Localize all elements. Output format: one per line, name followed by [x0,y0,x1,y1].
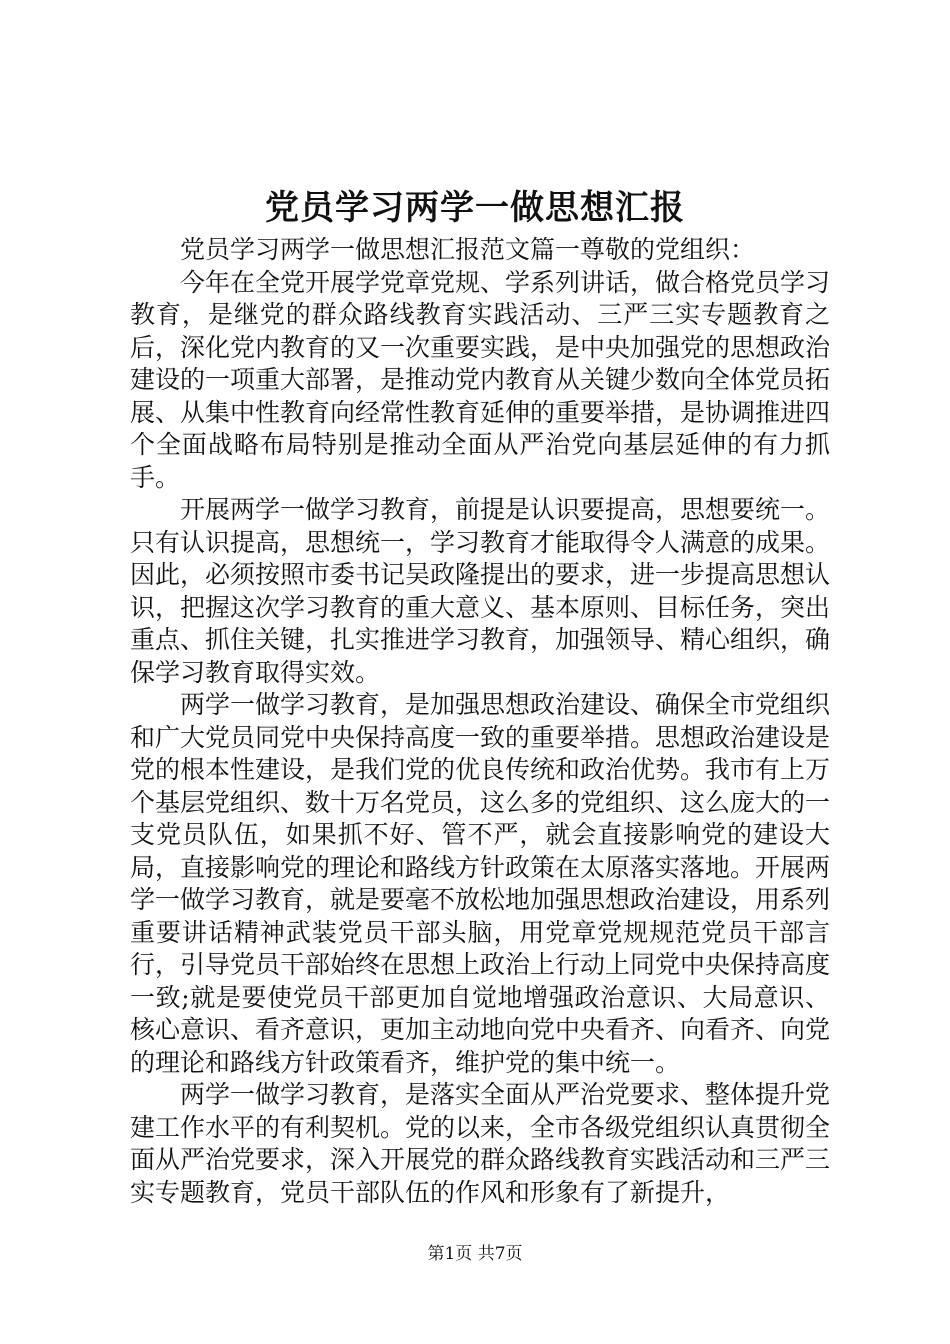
paragraph: 两学一做学习教育，是加强思想政治建设、确保全市党组织和广大党员同党中央保持高度一致的重要举措。思想政治建设是党的根本性建设，是我们党的优良传统和政治优势。我市有上万个基层党组织、数十万名党员，这么多的党组织、这么庞大的一支党员队伍，如果抓不好、管不严，就会直接影响党的建设大局，直接影响党的理论和路线方针政策在太原落实落地。开展两学一做学习教育，就是要毫不放松地加强思想政治建设，用系列重要讲话精神武装党员干部头脑，用党章党规规范党员干部言行，引导党员干部始终在思想上政治上行动上同党中央保持高度一致;就是要使党员干部更加自觉地增强政治意识、大局意识、核心意识、看齐意识，更加主动地向党中央看齐、向看齐、向党的理论和路线方针政策看齐，维护党的集中统一。 [130,690,831,1077]
paragraph: 今年在全党开展学党章党规、学系列讲话，做合格党员学习教育，是继党的群众路线教育实践活动、三严三实专题教育之后，深化党内教育的又一次重要实践，是中央加强党的思想政治建设的一项重大部署，是推动党内教育从关键少数向全体党员拓展、从集中性教育向经常性教育延伸的重要举措，是协调推进四个全面战略布局特别是推动全面从严治党向基层延伸的有力抓手。 [130,267,831,492]
paragraph: 开展两学一做学习教育，前提是认识要提高，思想要统一。只有认识提高，思想统一，学习教育才能取得令人满意的成果。因此，必须按照市委书记吴政隆提出的要求，进一步提高思想认识，把握这次学习教育的重大意义、基本原则、目标任务，突出重点、抓住关键，扎实推进学习教育，加强领导、精心组织，确保学习教育取得实效。 [130,495,831,687]
paragraph: 党员学习两学一做思想汇报范文篇一尊敬的党组织： [180,235,756,264]
paragraph: 两学一做学习教育，是落实全面从严治党要求、整体提升党建工作水平的有利契机。党的以来，全市各级党组织认真贯彻全面从严治党要求，深入开展党的群众路线教育实践活动和三严三实专题教育，党员干部队伍的作风和形象有了新提升， [130,1080,831,1207]
page-number-footer: 第1页 共7页 [427,1244,523,1264]
document-title: 党员学习两学一做思想汇报 [265,188,685,228]
document-body [130,234,830,1209]
